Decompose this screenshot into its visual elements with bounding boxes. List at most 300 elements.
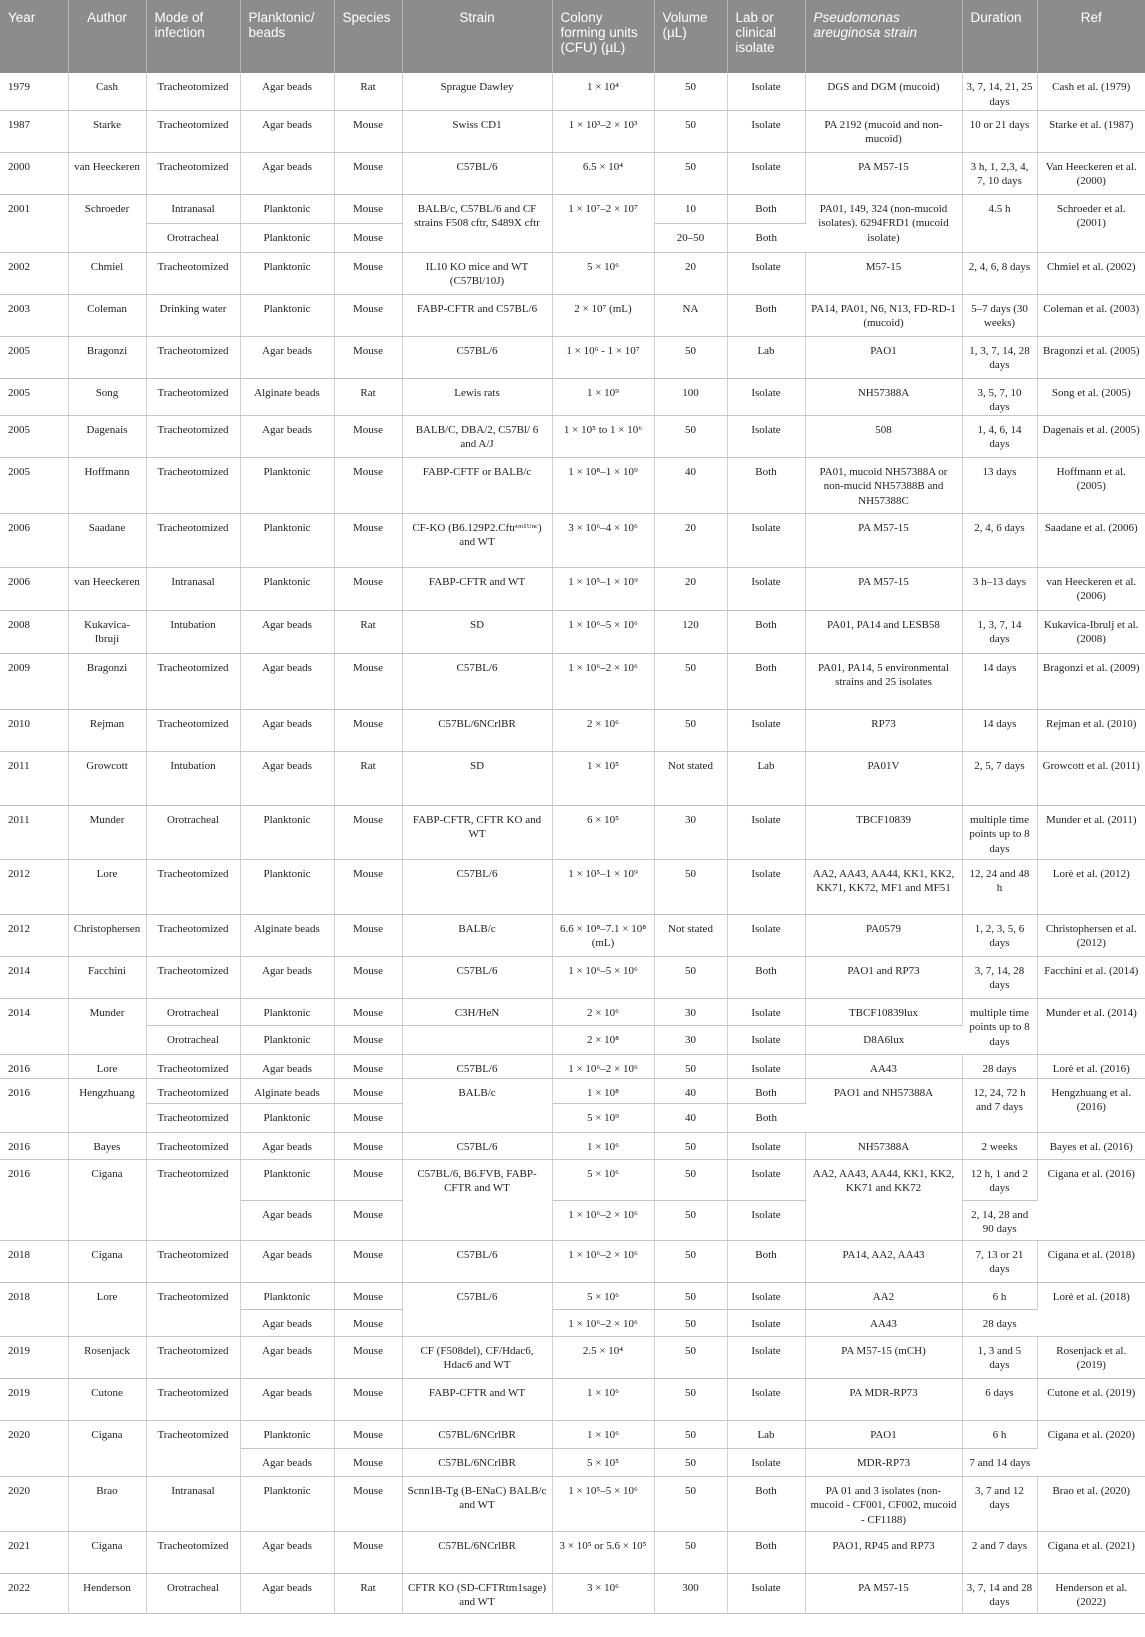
cell-volume: 120 bbox=[654, 610, 727, 653]
header-cfu: Colony forming units (CFU) (µL) bbox=[552, 0, 654, 73]
cell-cfu: 1 × 10⁶ - 1 × 10⁷ bbox=[552, 336, 654, 378]
cell-planktonic-beads: Agar beads bbox=[240, 1054, 334, 1078]
cell-author: Saadane bbox=[68, 513, 146, 567]
cell-ref: Cutone et al. (2019) bbox=[1037, 1378, 1145, 1420]
cell-species: Mouse bbox=[334, 914, 402, 956]
cell-mode: Tracheotomized bbox=[146, 914, 240, 956]
cell-planktonic-beads: Planktonic bbox=[240, 859, 334, 914]
cell-cfu: 1 × 10⁹ bbox=[552, 378, 654, 415]
cell-year: 2005 bbox=[0, 378, 68, 415]
cell-author: Rejman bbox=[68, 709, 146, 751]
cell-author: Rosenjack bbox=[68, 1336, 146, 1378]
cell-ref: Lorè et al. (2012) bbox=[1037, 859, 1145, 914]
cell-mode: Tracheotomized bbox=[146, 1132, 240, 1159]
cell-author: Hengzhuang bbox=[68, 1078, 146, 1132]
cell-pa-strain: NH57388A bbox=[805, 1132, 962, 1159]
cell-pa-strain: PA M57-15 bbox=[805, 1573, 962, 1613]
cell-ref: Dagenais et al. (2005) bbox=[1037, 415, 1145, 457]
cell-volume: 20 bbox=[654, 567, 727, 610]
cell-year: 1979 bbox=[0, 73, 68, 110]
cell-cfu: 1 × 10⁷–2 × 10⁷ bbox=[552, 194, 654, 252]
cell-ref: Rejman et al. (2010) bbox=[1037, 709, 1145, 751]
cell-author: Lore bbox=[68, 1282, 146, 1336]
table-row bbox=[0, 1282, 1145, 1309]
cell-planktonic-beads: Planktonic bbox=[240, 252, 334, 294]
cell-pa-strain: PA 01 and 3 isolates (non-mucoid - CF001, CF002, mucoid - CF1188) bbox=[805, 1476, 962, 1531]
table-row bbox=[0, 152, 1145, 194]
cell-volume: 50 bbox=[654, 336, 727, 378]
cell-year: 2011 bbox=[0, 751, 68, 805]
cell-volume: 50 bbox=[654, 1309, 727, 1336]
cell-species: Mouse bbox=[334, 1132, 402, 1159]
cell-author: Schroeder bbox=[68, 194, 146, 252]
cell-species: Rat bbox=[334, 610, 402, 653]
cell-strain: Lewis rats bbox=[402, 378, 552, 415]
cell-species: Mouse bbox=[334, 152, 402, 194]
cell-cfu: 5 × 10⁶ bbox=[552, 252, 654, 294]
header-planktonic-beads: Planktonic/ beads bbox=[240, 0, 334, 73]
cell-volume: 50 bbox=[654, 709, 727, 751]
cell-year: 2009 bbox=[0, 653, 68, 709]
cell-strain: C57BL/6 bbox=[402, 1054, 552, 1078]
cell-planktonic-beads: Alginate beads bbox=[240, 1078, 334, 1103]
cell-isolate-type: Both bbox=[727, 294, 805, 336]
cell-isolate-type: Isolate bbox=[727, 1448, 805, 1476]
cell-species: Mouse bbox=[334, 194, 402, 223]
cell-isolate-type: Both bbox=[727, 1078, 805, 1103]
cell-strain: C57BL/6NCrlBR bbox=[402, 709, 552, 751]
cell-isolate-type: Isolate bbox=[727, 252, 805, 294]
cell-cfu: 1 × 10³–2 × 10³ bbox=[552, 110, 654, 152]
cell-year: 2016 bbox=[0, 1159, 68, 1240]
cell-mode: Tracheotomized bbox=[146, 1103, 240, 1132]
cell-year: 2006 bbox=[0, 567, 68, 610]
cell-species: Mouse bbox=[334, 513, 402, 567]
cell-isolate-type: Isolate bbox=[727, 73, 805, 110]
cell-volume: 50 bbox=[654, 1336, 727, 1378]
cell-mode: Tracheotomized bbox=[146, 252, 240, 294]
cell-mode: Orotracheal bbox=[146, 805, 240, 859]
cell-volume: 50 bbox=[654, 1531, 727, 1573]
cell-species: Mouse bbox=[334, 1336, 402, 1378]
cell-duration: 2, 14, 28 and 90 days bbox=[962, 1200, 1037, 1240]
cell-pa-strain: PAO1 and NH57388A bbox=[805, 1078, 962, 1132]
cell-volume: 50 bbox=[654, 1200, 727, 1240]
cell-year: 2014 bbox=[0, 998, 68, 1054]
cell-isolate-type: Isolate bbox=[727, 1025, 805, 1054]
cell-strain: Scnn1B-Tg (B-ENaC) BALB/c and WT bbox=[402, 1476, 552, 1531]
cell-species: Mouse bbox=[334, 859, 402, 914]
cell-duration: 10 or 21 days bbox=[962, 110, 1037, 152]
cell-duration: multiple time points up to 8 days bbox=[962, 998, 1037, 1054]
table-row bbox=[0, 294, 1145, 336]
cell-year: 2016 bbox=[0, 1054, 68, 1078]
table-row bbox=[0, 1159, 1145, 1200]
cell-planktonic-beads: Planktonic bbox=[240, 1420, 334, 1448]
cell-author: Lore bbox=[68, 859, 146, 914]
cell-duration: 2 and 7 days bbox=[962, 1531, 1037, 1573]
cell-planktonic-beads: Agar beads bbox=[240, 1336, 334, 1378]
cell-isolate-type: Both bbox=[727, 1531, 805, 1573]
table-row bbox=[0, 653, 1145, 709]
cell-duration: 1, 4, 6, 14 days bbox=[962, 415, 1037, 457]
cell-author: Bragonzi bbox=[68, 653, 146, 709]
cell-pa-strain: AA2, AA43, AA44, KK1, KK2, KK71, KK72, MF1 and MF51 bbox=[805, 859, 962, 914]
cell-isolate-type: Isolate bbox=[727, 1282, 805, 1309]
table-row bbox=[0, 1476, 1145, 1531]
cell-duration: 1, 2, 3, 5, 6 days bbox=[962, 914, 1037, 956]
cell-year: 2019 bbox=[0, 1336, 68, 1378]
cell-planktonic-beads: Agar beads bbox=[240, 1573, 334, 1613]
cell-planktonic-beads: Planktonic bbox=[240, 1103, 334, 1132]
cell-duration: 3, 7, 14, 21, 25 days bbox=[962, 73, 1037, 110]
cell-planktonic-beads: Planktonic bbox=[240, 223, 334, 252]
cell-planktonic-beads: Alginate beads bbox=[240, 914, 334, 956]
header-ref: Ref bbox=[1037, 0, 1145, 73]
cell-duration: 1, 3 and 5 days bbox=[962, 1336, 1037, 1378]
cell-isolate-type: Both bbox=[727, 1240, 805, 1282]
cell-author: Christophersen bbox=[68, 914, 146, 956]
cell-species: Mouse bbox=[334, 110, 402, 152]
cell-strain: C57BL/6 bbox=[402, 152, 552, 194]
cell-volume: 50 bbox=[654, 1132, 727, 1159]
cell-volume: 50 bbox=[654, 73, 727, 110]
cell-pa-strain: TBCF10839 bbox=[805, 805, 962, 859]
cell-ref: Bragonzi et al. (2009) bbox=[1037, 653, 1145, 709]
table-row bbox=[0, 1240, 1145, 1282]
cell-pa-strain: PA01V bbox=[805, 751, 962, 805]
header-strain: Strain bbox=[402, 0, 552, 73]
cell-pa-strain: RP73 bbox=[805, 709, 962, 751]
cell-author: Bayes bbox=[68, 1132, 146, 1159]
cell-species: Rat bbox=[334, 1573, 402, 1613]
cell-species: Mouse bbox=[334, 294, 402, 336]
cell-mode: Tracheotomized bbox=[146, 1336, 240, 1378]
cell-duration: 12, 24, 72 h and 7 days bbox=[962, 1078, 1037, 1132]
cell-isolate-type: Isolate bbox=[727, 914, 805, 956]
cell-author: Munder bbox=[68, 998, 146, 1054]
cell-species: Mouse bbox=[334, 1103, 402, 1132]
cell-species: Mouse bbox=[334, 1378, 402, 1420]
header-lab-or-clinical: Lab or clinical isolate bbox=[727, 0, 805, 73]
cell-isolate-type: Both bbox=[727, 223, 805, 252]
cell-species: Mouse bbox=[334, 653, 402, 709]
cell-pa-strain: PA M57-15 bbox=[805, 152, 962, 194]
cell-author: Song bbox=[68, 378, 146, 415]
header-duration: Duration bbox=[962, 0, 1037, 73]
cell-pa-strain: PAO1 bbox=[805, 1420, 962, 1448]
cell-volume: 100 bbox=[654, 378, 727, 415]
cell-mode: Tracheotomized bbox=[146, 1282, 240, 1336]
cell-pa-strain: DGS and DGM (mucoid) bbox=[805, 73, 962, 110]
cell-ref: Munder et al. (2014) bbox=[1037, 998, 1145, 1054]
cell-ref: Cigana et al. (2018) bbox=[1037, 1240, 1145, 1282]
cell-ref: Christophersen et al. (2012) bbox=[1037, 914, 1145, 956]
cell-volume: 50 bbox=[654, 653, 727, 709]
cell-duration: 6 h bbox=[962, 1282, 1037, 1309]
cell-isolate-type: Both bbox=[727, 653, 805, 709]
cell-volume: 50 bbox=[654, 859, 727, 914]
cell-strain: CF-KO (B6.129P2.Cftrᵗᵐ¹ᵁⁿᶜ) and WT bbox=[402, 513, 552, 567]
cell-mode: Orotracheal bbox=[146, 1025, 240, 1054]
cell-author: Cigana bbox=[68, 1240, 146, 1282]
cell-ref: Cigana et al. (2020) bbox=[1037, 1420, 1145, 1476]
cell-isolate-type: Isolate bbox=[727, 1132, 805, 1159]
cell-isolate-type: Isolate bbox=[727, 513, 805, 567]
cell-planktonic-beads: Agar beads bbox=[240, 1132, 334, 1159]
cell-year: 2008 bbox=[0, 610, 68, 653]
cell-cfu: 1 × 10⁶–5 × 10⁶ bbox=[552, 610, 654, 653]
cell-cfu: 1 × 10⁶–5 × 10⁶ bbox=[552, 956, 654, 998]
cell-pa-strain: PA M57-15 bbox=[805, 513, 962, 567]
cell-strain: C57BL/6NCrlBR bbox=[402, 1420, 552, 1448]
cell-planktonic-beads: Agar beads bbox=[240, 1309, 334, 1336]
cell-cfu: 1 × 10⁴ bbox=[552, 73, 654, 110]
cell-year: 2021 bbox=[0, 1531, 68, 1573]
cell-ref: Saadane et al. (2006) bbox=[1037, 513, 1145, 567]
cell-pa-strain: PAO1, RP45 and RP73 bbox=[805, 1531, 962, 1573]
cell-species: Mouse bbox=[334, 457, 402, 513]
cell-duration: 3 h–13 days bbox=[962, 567, 1037, 610]
cell-isolate-type: Lab bbox=[727, 751, 805, 805]
cell-strain: CF (F508del), CF/Hdac6, Hdac6 and WT bbox=[402, 1336, 552, 1378]
cell-year: 2003 bbox=[0, 294, 68, 336]
cell-pa-strain: AA43 bbox=[805, 1309, 962, 1336]
cell-ref: Munder et al. (2011) bbox=[1037, 805, 1145, 859]
cell-year: 2005 bbox=[0, 457, 68, 513]
cell-year: 2019 bbox=[0, 1378, 68, 1420]
cell-planktonic-beads: Alginate beads bbox=[240, 378, 334, 415]
cell-isolate-type: Both bbox=[727, 1476, 805, 1531]
cell-cfu: 3 × 10⁶ bbox=[552, 1573, 654, 1613]
cell-duration: 1, 3, 7, 14 days bbox=[962, 610, 1037, 653]
cell-strain: BALB/c, C57BL/6 and CF strains F508 cftr, S489X cftr bbox=[402, 194, 552, 252]
cell-strain: C57BL/6 bbox=[402, 859, 552, 914]
cell-planktonic-beads: Agar beads bbox=[240, 1378, 334, 1420]
cell-duration: 6 days bbox=[962, 1378, 1037, 1420]
cell-year: 2002 bbox=[0, 252, 68, 294]
cell-duration: 14 days bbox=[962, 653, 1037, 709]
cell-year: 2011 bbox=[0, 805, 68, 859]
cell-duration: 12, 24 and 48 h bbox=[962, 859, 1037, 914]
cell-volume: 50 bbox=[654, 1054, 727, 1078]
cell-planktonic-beads: Agar beads bbox=[240, 610, 334, 653]
cell-isolate-type: Both bbox=[727, 457, 805, 513]
cell-duration: 3, 7, 14 and 28 days bbox=[962, 1573, 1037, 1613]
cell-year: 2016 bbox=[0, 1132, 68, 1159]
cell-volume: 50 bbox=[654, 1159, 727, 1200]
cell-year: 2016 bbox=[0, 1078, 68, 1132]
cell-duration: 6 h bbox=[962, 1420, 1037, 1448]
cell-ref: Van Heeckeren et al. (2000) bbox=[1037, 152, 1145, 194]
cell-cfu: 6 × 10⁵ bbox=[552, 805, 654, 859]
cell-mode: Tracheotomized bbox=[146, 513, 240, 567]
cell-volume: 40 bbox=[654, 1078, 727, 1103]
table-row bbox=[0, 194, 1145, 223]
cell-species: Mouse bbox=[334, 1476, 402, 1531]
cell-species: Mouse bbox=[334, 1531, 402, 1573]
cell-ref: Cash et al. (1979) bbox=[1037, 73, 1145, 110]
cell-author: Hoffmann bbox=[68, 457, 146, 513]
cell-author: Facchini bbox=[68, 956, 146, 998]
cell-cfu: 3 × 10⁶–4 × 10⁶ bbox=[552, 513, 654, 567]
cell-author: Growcott bbox=[68, 751, 146, 805]
cell-ref: Chmiel et al. (2002) bbox=[1037, 252, 1145, 294]
cell-mode: Tracheotomized bbox=[146, 653, 240, 709]
cell-mode: Drinking water bbox=[146, 294, 240, 336]
cell-pa-strain: D8A6lux bbox=[805, 1025, 962, 1054]
table-body bbox=[0, 73, 1145, 1613]
cell-planktonic-beads: Planktonic bbox=[240, 513, 334, 567]
cell-ref: Schroeder et al. (2001) bbox=[1037, 194, 1145, 252]
cell-pa-strain: MDR-RP73 bbox=[805, 1448, 962, 1476]
cell-pa-strain: PA 2192 (mucoid and non-mucoid) bbox=[805, 110, 962, 152]
cell-mode: Intranasal bbox=[146, 567, 240, 610]
cell-planktonic-beads: Agar beads bbox=[240, 1448, 334, 1476]
cell-ref: Lorè et al. (2018) bbox=[1037, 1282, 1145, 1336]
cell-volume: 40 bbox=[654, 457, 727, 513]
cell-isolate-type: Isolate bbox=[727, 378, 805, 415]
cell-planktonic-beads: Planktonic bbox=[240, 194, 334, 223]
header-species: Species bbox=[334, 0, 402, 73]
cell-strain: C3H/HeN bbox=[402, 998, 552, 1025]
header-author: Author bbox=[68, 0, 146, 73]
cell-strain: BALB/c bbox=[402, 914, 552, 956]
cell-ref: Brao et al. (2020) bbox=[1037, 1476, 1145, 1531]
cell-mode: Tracheotomized bbox=[146, 1159, 240, 1240]
cell-volume: 10 bbox=[654, 194, 727, 223]
cell-strain: FABP-CFTR, CFTR KO and WT bbox=[402, 805, 552, 859]
cell-cfu: 5 × 10⁵ bbox=[552, 1448, 654, 1476]
cell-pa-strain: PA M57-15 bbox=[805, 567, 962, 610]
cell-isolate-type: Isolate bbox=[727, 709, 805, 751]
cell-volume: 50 bbox=[654, 1282, 727, 1309]
cell-species: Mouse bbox=[334, 1025, 402, 1054]
cell-strain: FABP-CFTR and C57BL/6 bbox=[402, 294, 552, 336]
cell-volume: 50 bbox=[654, 110, 727, 152]
cell-species: Mouse bbox=[334, 1159, 402, 1200]
cell-species: Mouse bbox=[334, 805, 402, 859]
table-row bbox=[0, 751, 1145, 805]
cell-isolate-type: Isolate bbox=[727, 859, 805, 914]
cell-isolate-type: Isolate bbox=[727, 1054, 805, 1078]
cell-species: Mouse bbox=[334, 567, 402, 610]
cell-strain: SD bbox=[402, 751, 552, 805]
cell-cfu: 1 × 10⁸ bbox=[552, 1078, 654, 1103]
cell-strain: IL10 KO mice and WT (C57Bl/10J) bbox=[402, 252, 552, 294]
cell-strain: SD bbox=[402, 610, 552, 653]
cell-planktonic-beads: Agar beads bbox=[240, 1531, 334, 1573]
cell-ref: Growcott et al. (2011) bbox=[1037, 751, 1145, 805]
cell-isolate-type: Both bbox=[727, 194, 805, 223]
cell-species: Rat bbox=[334, 378, 402, 415]
cell-mode: Intranasal bbox=[146, 1476, 240, 1531]
cell-author: van Heeckeren bbox=[68, 567, 146, 610]
cell-mode: Intubation bbox=[146, 610, 240, 653]
cell-pa-strain: M57-15 bbox=[805, 252, 962, 294]
cell-ref: Bayes et al. (2016) bbox=[1037, 1132, 1145, 1159]
cell-year: 2018 bbox=[0, 1240, 68, 1282]
cell-cfu: 2 × 10⁷ (mL) bbox=[552, 294, 654, 336]
cell-species: Mouse bbox=[334, 1448, 402, 1476]
cell-ref: Henderson et al. (2022) bbox=[1037, 1573, 1145, 1613]
table-row bbox=[0, 998, 1145, 1025]
cell-species: Mouse bbox=[334, 1240, 402, 1282]
cell-species: Mouse bbox=[334, 1420, 402, 1448]
cell-duration: 12 h, 1 and 2 days bbox=[962, 1159, 1037, 1200]
cell-year: 2018 bbox=[0, 1282, 68, 1336]
cell-volume: 50 bbox=[654, 1240, 727, 1282]
cell-strain: C57BL/6NCrlBR bbox=[402, 1448, 552, 1476]
cell-duration: 2, 5, 7 days bbox=[962, 751, 1037, 805]
table-row bbox=[0, 1420, 1145, 1448]
cell-species: Rat bbox=[334, 73, 402, 110]
cell-author: Henderson bbox=[68, 1573, 146, 1613]
cell-isolate-type: Isolate bbox=[727, 110, 805, 152]
table-row bbox=[0, 1336, 1145, 1378]
cell-mode: Tracheotomized bbox=[146, 956, 240, 998]
cell-strain bbox=[402, 1025, 552, 1054]
cell-duration: 3 h, 1, 2,3, 4, 7, 10 days bbox=[962, 152, 1037, 194]
cell-pa-strain: PA01, PA14 and LESB58 bbox=[805, 610, 962, 653]
table-row bbox=[0, 1078, 1145, 1103]
cell-ref: Bragonzi et al. (2005) bbox=[1037, 336, 1145, 378]
cell-ref: Song et al. (2005) bbox=[1037, 378, 1145, 415]
table-row bbox=[0, 513, 1145, 567]
cell-isolate-type: Isolate bbox=[727, 1336, 805, 1378]
cell-author: Coleman bbox=[68, 294, 146, 336]
cell-volume: 30 bbox=[654, 998, 727, 1025]
cell-planktonic-beads: Planktonic bbox=[240, 567, 334, 610]
cell-year: 2010 bbox=[0, 709, 68, 751]
cell-strain: C57BL/6 bbox=[402, 653, 552, 709]
cell-strain: C57BL/6NCrlBR bbox=[402, 1531, 552, 1573]
cell-volume: Not stated bbox=[654, 914, 727, 956]
cell-cfu: 5 × 10⁹ bbox=[552, 1103, 654, 1132]
cell-isolate-type: Both bbox=[727, 956, 805, 998]
cell-author: Chmiel bbox=[68, 252, 146, 294]
cell-volume: 40 bbox=[654, 1103, 727, 1132]
cell-duration: 13 days bbox=[962, 457, 1037, 513]
cell-author: Cigana bbox=[68, 1159, 146, 1240]
cell-duration: 7, 13 or 21 days bbox=[962, 1240, 1037, 1282]
cell-pa-strain: AA43 bbox=[805, 1054, 962, 1078]
cell-planktonic-beads: Agar beads bbox=[240, 73, 334, 110]
cell-volume: 30 bbox=[654, 805, 727, 859]
cell-volume: 300 bbox=[654, 1573, 727, 1613]
cell-isolate-type: Isolate bbox=[727, 1309, 805, 1336]
table-row bbox=[0, 914, 1145, 956]
cell-author: Bragonzi bbox=[68, 336, 146, 378]
cell-cfu: 1 × 10⁵–5 × 10⁶ bbox=[552, 1476, 654, 1531]
cell-author: Dagenais bbox=[68, 415, 146, 457]
cell-cfu: 1 × 10⁶ bbox=[552, 1132, 654, 1159]
cell-mode: Tracheotomized bbox=[146, 152, 240, 194]
cell-strain: BALB/c bbox=[402, 1078, 552, 1132]
cell-species: Mouse bbox=[334, 1309, 402, 1336]
cell-author: Munder bbox=[68, 805, 146, 859]
cell-ref: van Heeckeren et al. (2006) bbox=[1037, 567, 1145, 610]
table-row bbox=[0, 956, 1145, 998]
cell-year: 2000 bbox=[0, 152, 68, 194]
cell-ref: Starke et al. (1987) bbox=[1037, 110, 1145, 152]
cell-volume: NA bbox=[654, 294, 727, 336]
cell-cfu: 1 × 10⁵–1 × 10⁹ bbox=[552, 859, 654, 914]
cell-ref: Cigana et al. (2021) bbox=[1037, 1531, 1145, 1573]
cell-mode: Tracheotomized bbox=[146, 1378, 240, 1420]
cell-volume: Not stated bbox=[654, 751, 727, 805]
cell-pa-strain: PA M57-15 (mCH) bbox=[805, 1336, 962, 1378]
